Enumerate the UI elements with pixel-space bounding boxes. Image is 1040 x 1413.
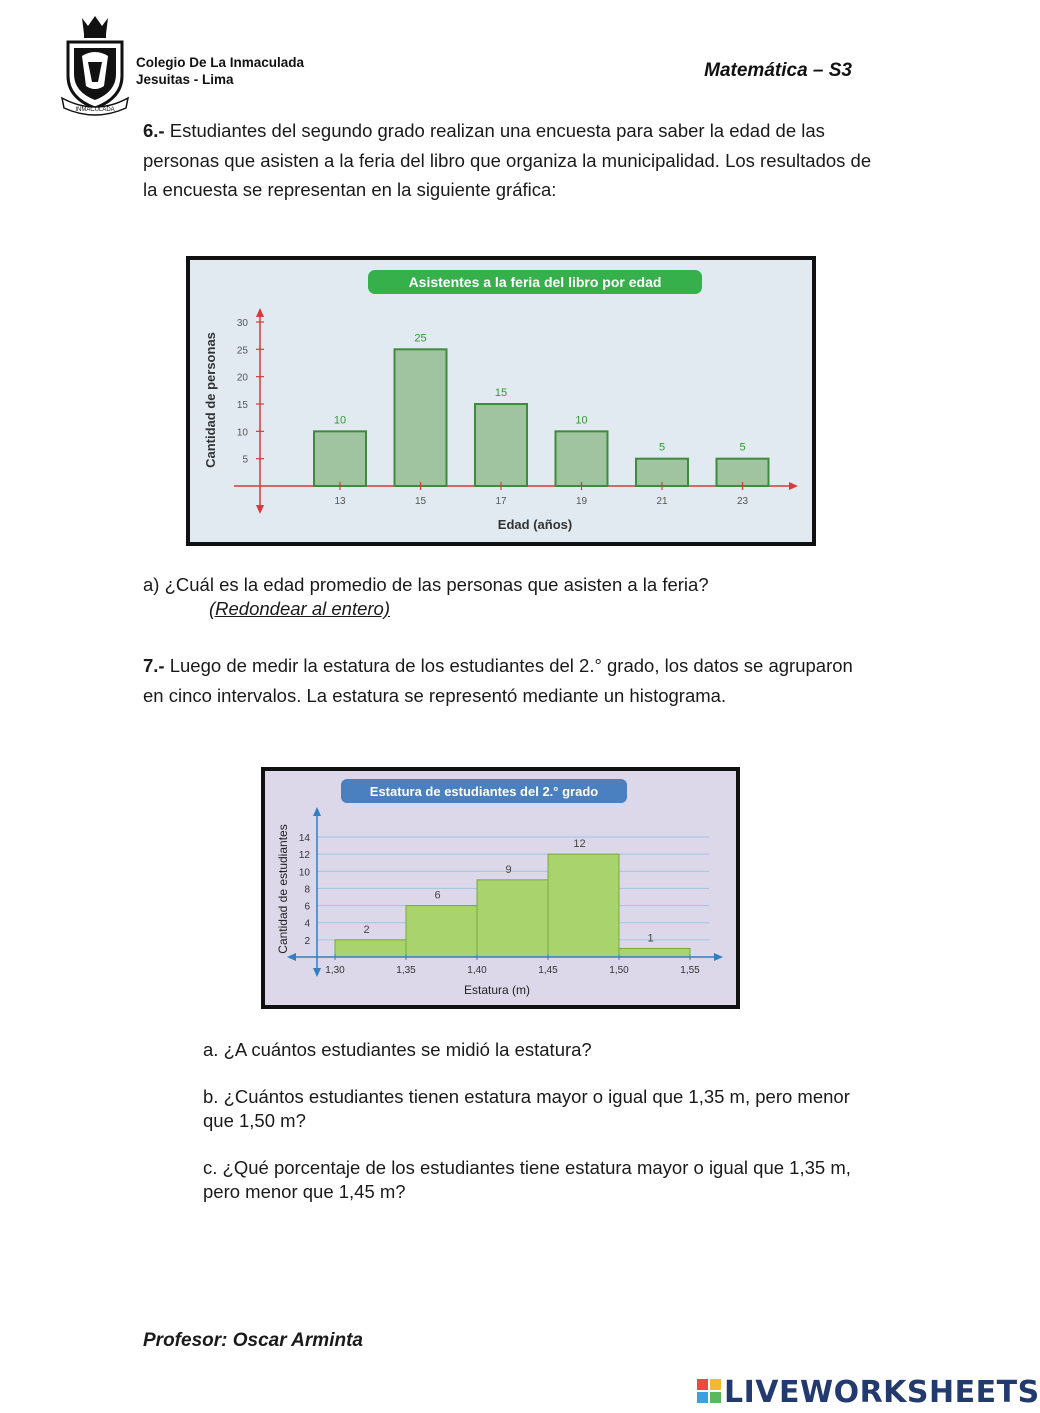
chart1-y-axis-arrow (256, 308, 264, 317)
chart2-data-label: 1 (647, 932, 654, 945)
question-6-number: 6.- (143, 120, 165, 141)
chart2-y-tick-label: 6 (304, 901, 310, 913)
chart1-y-tick-label: 30 (236, 318, 248, 329)
chart1-y-tick-label: 25 (236, 345, 248, 357)
chart1-bar (314, 431, 366, 486)
chart2-y-axis-arrow (313, 807, 321, 816)
chart2-y-tick-label: 2 (304, 935, 310, 947)
question-7-b: b. ¿Cuántos estudiantes tienen estatura mayor o igual que 1,35 m, pero menor que 1,50 m? (203, 1086, 850, 1131)
chart1-y-tick-label: 10 (236, 427, 248, 439)
school-crest-icon (60, 12, 130, 116)
question-6-part-a-note: (Redondear al entero) (209, 598, 390, 619)
chart2-x-tick-label: 1,35 (396, 965, 416, 976)
chart1-data-label: 15 (494, 387, 508, 399)
height-histogram-svg (265, 771, 736, 1005)
chart2-x-tick-label: 1,55 (680, 965, 700, 976)
chart1-y-tick-label: 15 (236, 400, 248, 411)
chart1-x-tick-label: 15 (414, 496, 427, 507)
chart1-x-axis-arrow (789, 482, 798, 490)
chart1-bar (395, 349, 447, 486)
crest-text: INMACULADA (75, 107, 115, 113)
chart2-y-tick-label: 14 (298, 833, 310, 844)
chart1-y-axis-label: Cantidad de personas (203, 332, 218, 468)
chart1-x-tick-label: 23 (736, 496, 749, 507)
chart2-x-axis-arrow (714, 953, 723, 961)
chart1-bar (556, 431, 608, 486)
chart2-y-axis-label: Cantidad de estudiantes (276, 824, 290, 954)
chart2-y-tick-label: 4 (304, 918, 310, 930)
chart2-x-tick-label: 1,30 (325, 965, 345, 976)
chart2-bar (619, 948, 690, 957)
question-7-number: 7.- (143, 655, 165, 676)
chart2-bar (406, 906, 477, 957)
school-name-line2: Jesuitas - Lima (136, 72, 234, 87)
chart2-bar (548, 854, 619, 957)
chart2-y-tick-label: 10 (298, 867, 310, 879)
chart2-x-tick-label: 1,45 (538, 965, 558, 976)
chart1-data-label: 10 (333, 414, 347, 427)
chart1-data-label: 5 (658, 441, 666, 454)
chart1-data-label: 25 (414, 332, 427, 345)
age-bar-chart-svg (190, 260, 812, 542)
professor-name: Profesor: Oscar Arminta (143, 1330, 363, 1351)
chart2-bar (477, 880, 548, 957)
question-7-a: a. ¿A cuántos estudiantes se midió la estatura? (203, 1039, 592, 1060)
chart2-y-tick-label: 12 (298, 850, 310, 862)
question-7-c: c. ¿Qué porcentaje de los estudiantes tiene estatura mayor o igual que 1,35 m, pero menor que 1,45 m? (203, 1157, 851, 1202)
chart1-bar (636, 459, 688, 486)
chart2-data-label: 9 (505, 863, 512, 876)
chart1-bar (717, 459, 769, 486)
chart1-x-axis-label: Edad (años) (497, 517, 573, 532)
chart2-x-axis-label: Estatura (m) (463, 983, 531, 997)
chart2-title: Estatura de estudiantes del 2.° grado (369, 784, 599, 799)
chart2-bar (335, 940, 406, 957)
chart2-x-tick-label: 1,50 (609, 965, 629, 976)
chart2-data-label: 12 (573, 838, 586, 851)
chart1-x-tick-label: 19 (575, 496, 588, 507)
question-7-text: Luego de medir la estatura de los estudiantes del 2.° grado, los datos se agruparon en cinco intervalos. La estatura se representó mediante un histograma. (143, 655, 853, 706)
liveworksheets-brand: LIVEWORKSHEETS (724, 1375, 1040, 1410)
age-bar-chart (186, 256, 816, 546)
liveworksheets-logo-icon (697, 1379, 721, 1403)
chart2-y-axis-arrow-down (313, 968, 321, 977)
height-histogram (261, 767, 740, 1009)
chart2-y-tick-label: 8 (304, 884, 310, 896)
chart2-data-label: 6 (434, 889, 441, 902)
chart1-data-label: 5 (739, 441, 746, 454)
school-crest (60, 12, 130, 116)
question-6-text: Estudiantes del segundo grado realizan una encuesta para saber la edad de las personas que asisten a la feria del libro que organiza la municipalidad. Los resultados de la encuesta se representan en la siguiente gráfica: (143, 120, 872, 200)
chart1-data-label: 10 (575, 414, 588, 427)
chart1-x-tick-label: 21 (656, 496, 668, 507)
chart1-y-tick-label: 5 (242, 454, 248, 466)
subject-title: Matemática – S3 (704, 60, 852, 81)
chart1-bar (475, 404, 527, 486)
question-6-part-a: a) ¿Cuál es la edad promedio de las personas que asisten a la feria? (143, 574, 709, 595)
chart2-x-tick-label: 1,40 (467, 965, 487, 976)
chart1-y-tick-label: 20 (236, 372, 248, 384)
chart2-data-label: 2 (363, 923, 370, 936)
chart1-x-tick-label: 13 (334, 496, 346, 507)
school-name-line1: Colegio De La Inmaculada (136, 55, 305, 70)
school-name (136, 54, 304, 88)
chart1-x-tick-label: 17 (495, 496, 507, 507)
chart1-y-axis-arrow-down (256, 505, 264, 514)
question-6 (143, 116, 873, 205)
question-7 (143, 651, 863, 710)
chart1-title: Asistentes a la feria del libro por edad (408, 274, 662, 290)
